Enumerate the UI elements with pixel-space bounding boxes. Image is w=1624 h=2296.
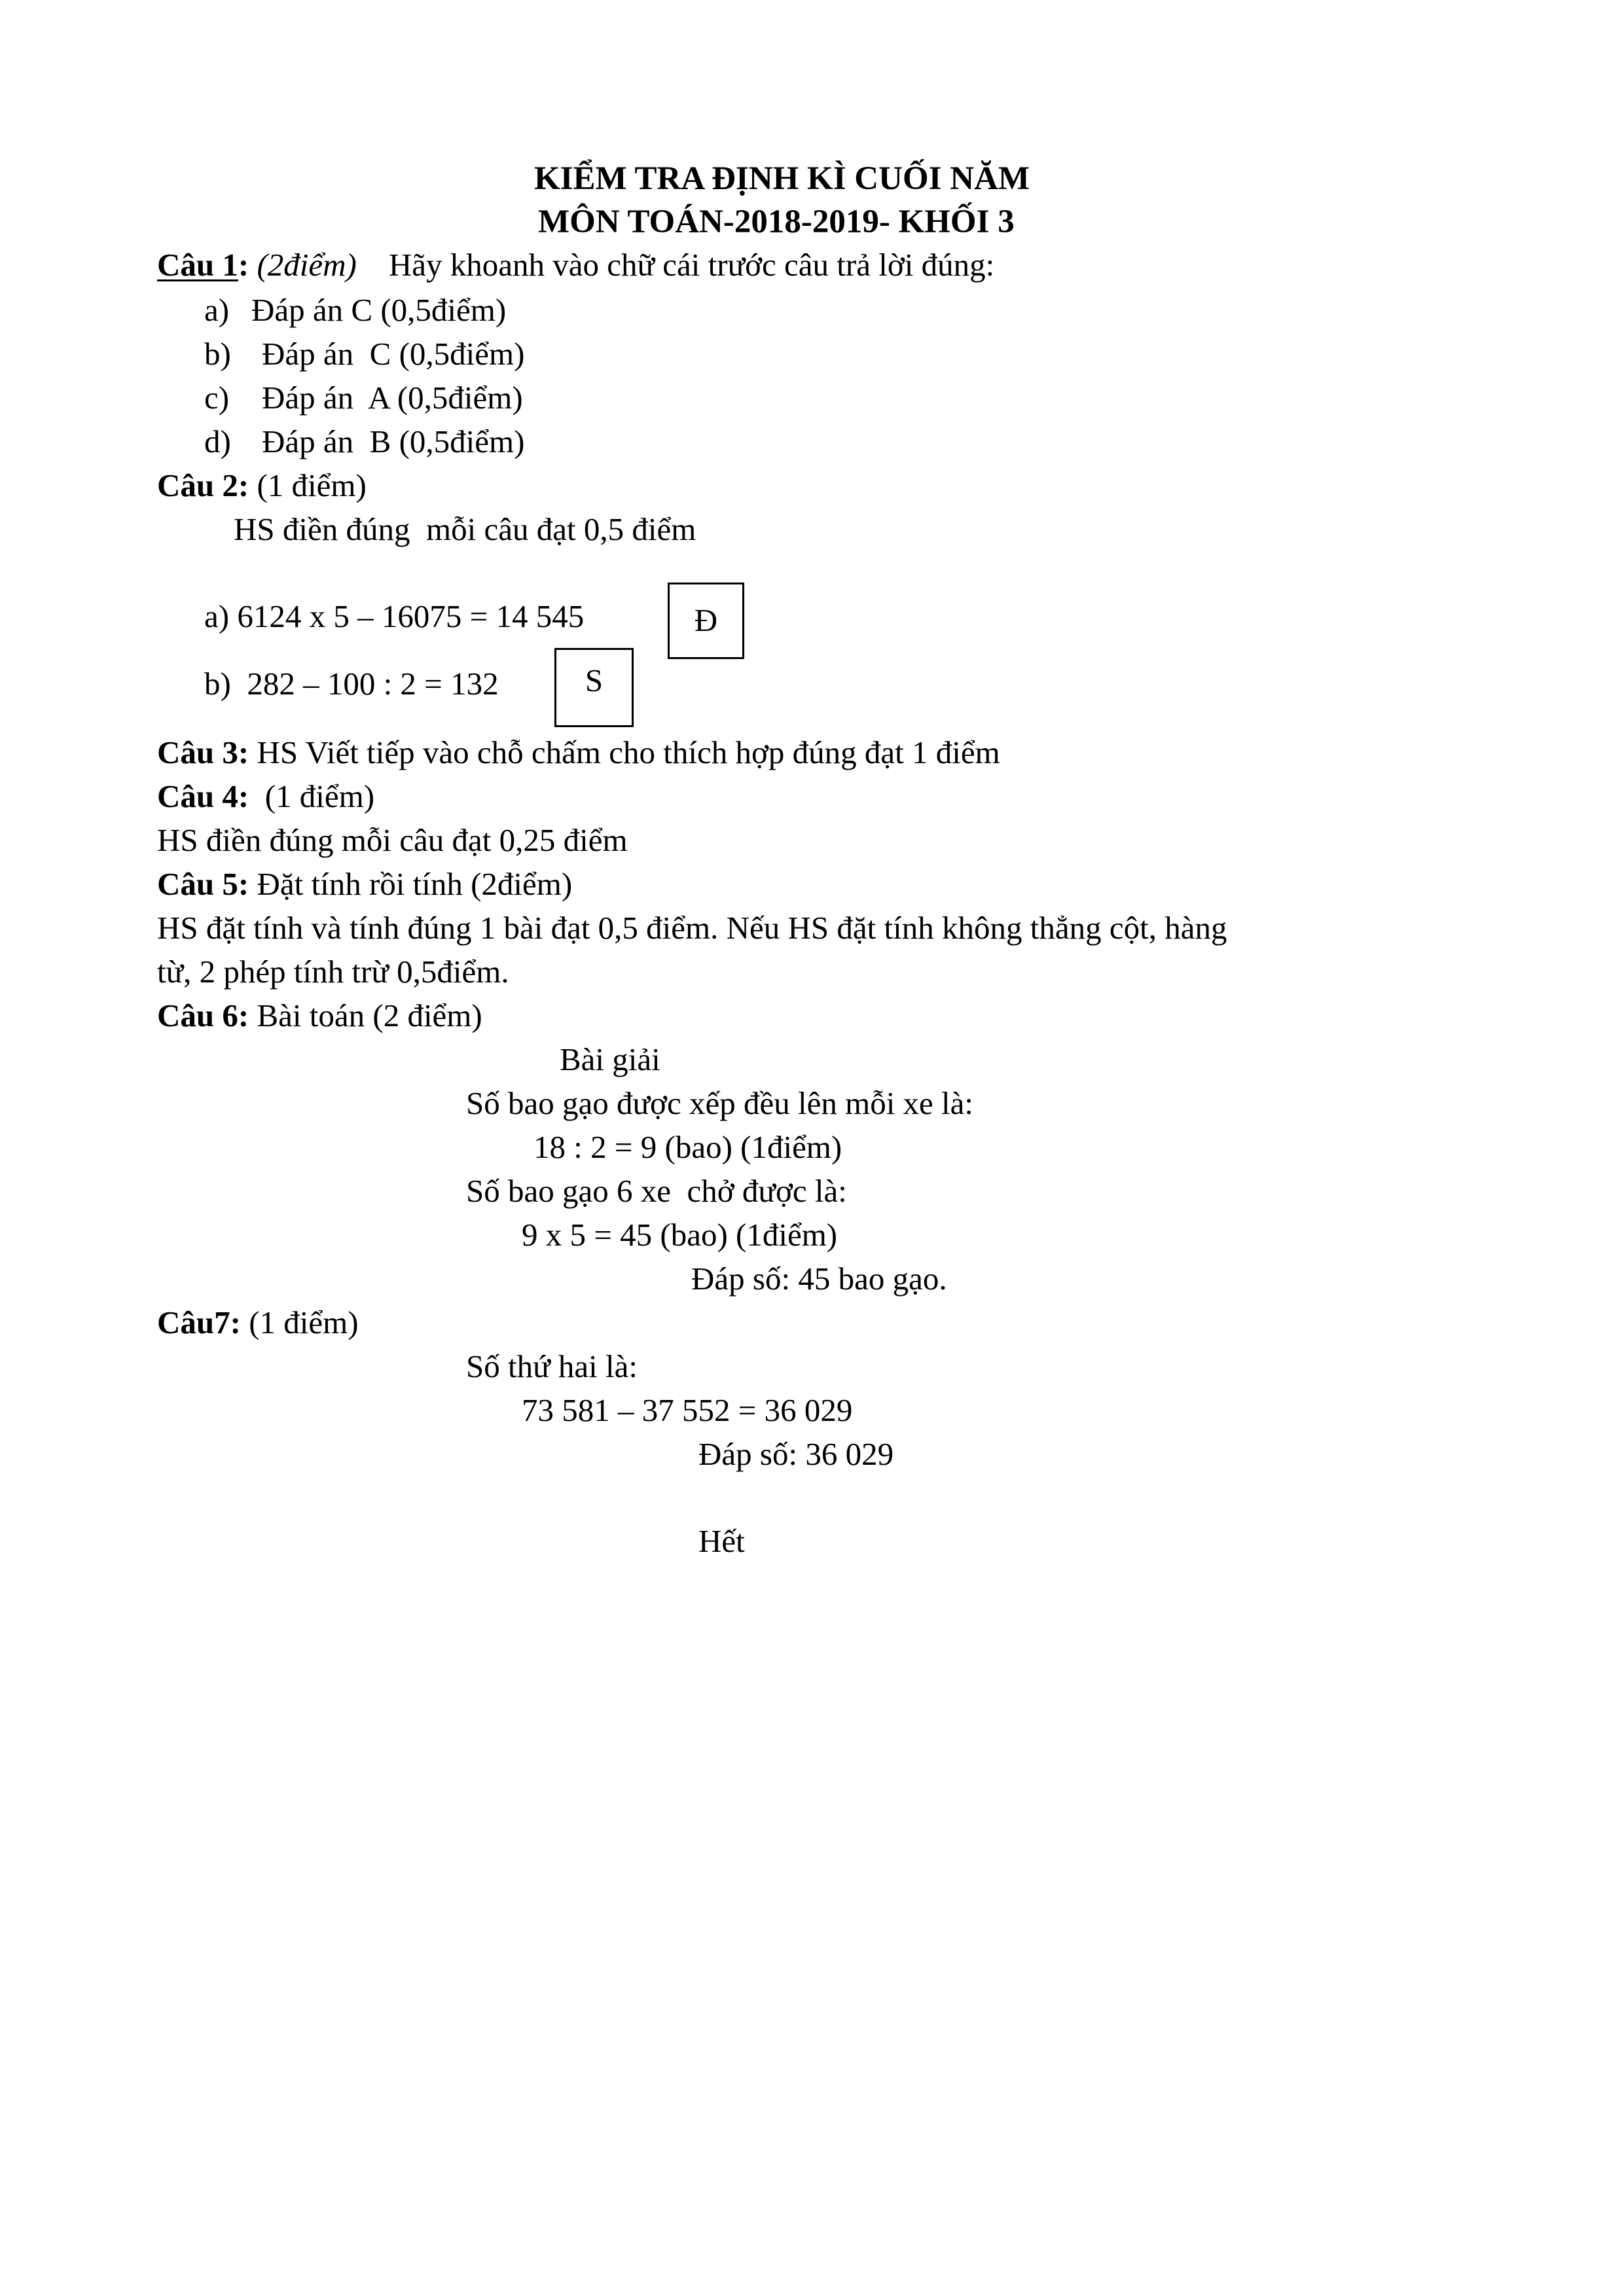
cau7-heading [157,1306,359,1338]
cau1-item-d [204,423,525,459]
cau6-step1-text: Số bao gạo được xếp đều lên mỗi xe là: [466,1085,974,1121]
cau6-text: Bài toán (2 điểm) [257,997,482,1033]
cau6-heading [157,999,482,1031]
cau1-item-d-text: Đáp án B (0,5điểm) [262,423,525,459]
cau2-heading [157,469,367,501]
cau1-item-a-marker: a) [204,292,230,328]
cau4-heading [157,780,374,812]
cau1-item-c-text: Đáp án A (0,5điểm) [262,380,523,416]
cau6-solution-heading: Bài giải [560,1041,660,1077]
cau1-item-c-marker: c) [204,380,230,416]
cau4-label: Câu 4: [157,778,249,814]
cau1-item-a-text: Đáp án C (0,5điểm) [251,292,507,328]
cau6-step2-text: Số bao gạo 6 xe chở được là: [466,1173,847,1209]
cau7-answer: Đáp số: 36 029 [698,1436,894,1472]
cau6-answer: Đáp số: 45 bao gạo. [691,1261,947,1297]
cau5-heading [157,868,572,900]
cau1-instruction: Hãy khoanh vào chữ cái trước câu trả lời đúng: [388,247,995,283]
cau5-text: Đặt tính rồi tính (2điểm) [257,866,573,902]
cau6-step2-calc: 9 x 5 = 45 (bao) (1điểm) [522,1217,838,1253]
cau1-heading [157,249,994,281]
cau2-item-b-expr: b) 282 – 100 : 2 = 132 [204,666,499,702]
cau4-points: (1 điểm) [264,778,375,814]
cau5-note-line-2: từ, 2 phép tính trừ 0,5điểm. [157,954,509,990]
cau3-label: Câu 3: [157,734,249,770]
cau1-item-c [204,380,523,416]
cau1-item-b [204,336,525,372]
cau3-line [157,736,1000,768]
cau2-item-b-mark-box [554,648,634,727]
title-line-1: KIỂM TRA ĐỊNH KÌ CUỐI NĂM [534,160,1030,197]
cau3-text: HS Viết tiếp vào chỗ chấm cho thích hợp đúng đạt 1 điểm [257,734,1000,770]
cau7-points: (1 điểm) [249,1304,359,1340]
cau7-step-calc: 73 581 – 37 552 = 36 029 [522,1392,853,1428]
cau6-step1-calc: 18 : 2 = 9 (bao) (1điểm) [533,1129,842,1165]
title-line-2: MÔN TOÁN-2018-2019- KHỐI 3 [538,204,1015,240]
cau1-item-b-marker: b) [204,336,231,372]
cau5-note-line-1: HS đặt tính và tính đúng 1 bài đạt 0,5 điểm. Nếu HS đặt tính không thẳng cột, hàng [157,910,1227,946]
cau2-note: HS điền đúng mỗi câu đạt 0,5 điểm [234,511,696,547]
cau1-item-a [204,292,507,328]
cau2-label: Câu 2: [157,467,249,503]
cau1-label: Câu 1 [157,247,238,283]
cau4-note: HS điền đúng mỗi câu đạt 0,25 điểm [157,822,628,858]
cau2-item-a-mark-box [668,583,744,659]
cau1-colon: : [238,247,249,283]
cau2-item-a-mark: Đ [694,602,718,638]
cau1-points: (2điểm) [257,247,357,283]
cau2-points: (1 điểm) [257,467,367,503]
cau7-step-text: Số thứ hai là: [466,1348,638,1384]
cau2-item-a-expr: a) 6124 x 5 – 16075 = 14 545 [204,598,585,634]
cau6-label: Câu 6: [157,997,249,1033]
end-marker: Hết [698,1523,745,1559]
cau5-label: Câu 5: [157,866,249,902]
cau7-label: Câu7: [157,1304,241,1340]
cau2-item-b-mark: S [585,662,604,698]
cau1-item-b-text: Đáp án C (0,5điểm) [262,336,525,372]
cau1-item-d-marker: d) [204,423,231,459]
